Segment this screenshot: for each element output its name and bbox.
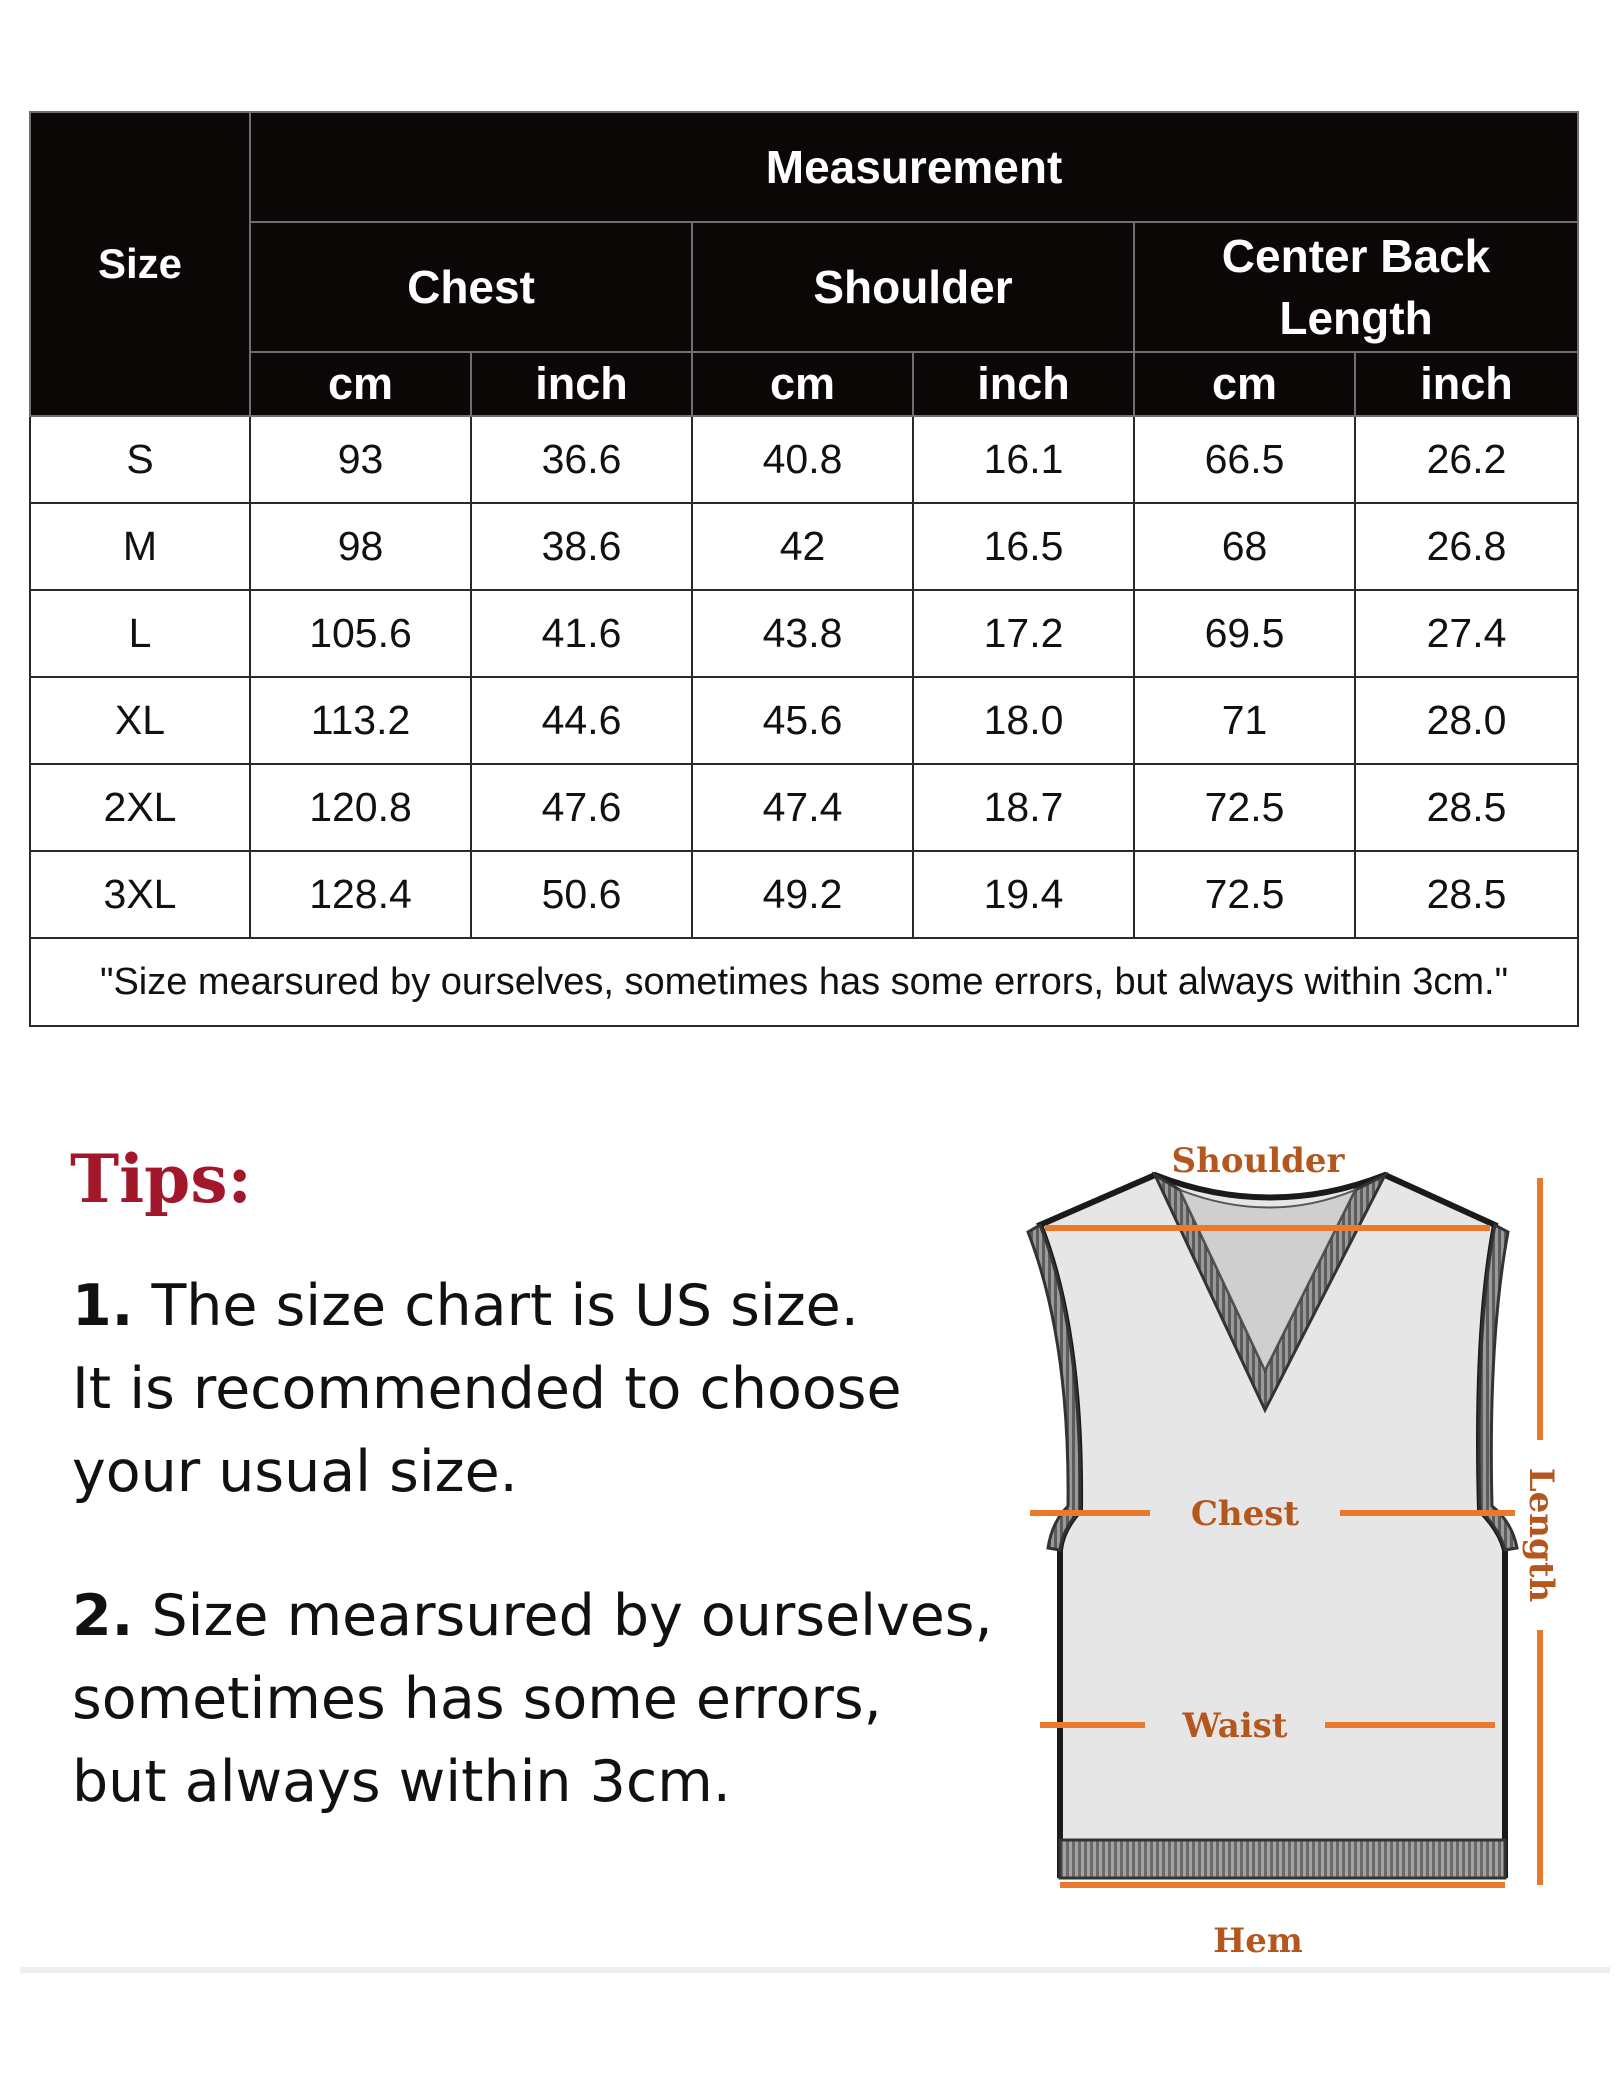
size-header: Size [30,112,250,416]
measurement-cell: 47.6 [471,764,692,851]
tip-2 [72,1575,993,1824]
measurement-cell: 40.8 [692,416,913,503]
chest-label: Chest [1190,1494,1300,1534]
measurement-cell: 72.5 [1134,851,1355,938]
tip-1-line-3: your usual size. [72,1439,518,1505]
table-row [30,503,1578,590]
measurement-cell: 38.6 [471,503,692,590]
measurement-cell: 19.4 [913,851,1134,938]
tip-1-line-2: It is recommended to choose [72,1356,902,1422]
hem-ribbing [1060,1840,1505,1878]
shoulder-inch-header: inch [913,352,1134,416]
size-chart-table [29,111,1579,1027]
tips-title: Tips: [70,1140,252,1218]
measurement-cell: 17.2 [913,590,1134,677]
shoulder-header: Shoulder [692,222,1134,352]
measurement-cell: 68 [1134,503,1355,590]
shoulder-cm-header: cm [692,352,913,416]
table-row [30,677,1578,764]
measurement-cell: 28.5 [1355,764,1578,851]
chest-cm-header: cm [250,352,471,416]
table-row [30,416,1578,503]
vest-measurement-diagram [1000,1130,1590,1980]
table-row [30,851,1578,938]
measurement-cell: 28.5 [1355,851,1578,938]
tip-1-text-1: The size chart is US size. [133,1273,859,1339]
length-inch-header: inch [1355,352,1578,416]
hem-label: Hem [1213,1921,1303,1961]
measurement-cell: 43.8 [692,590,913,677]
measurement-cell: 66.5 [1134,416,1355,503]
shoulder-label: Shoulder [1171,1141,1345,1181]
size-table-body [30,416,1578,938]
measurement-cell: 26.2 [1355,416,1578,503]
table-row [30,764,1578,851]
measurement-cell: 69.5 [1134,590,1355,677]
measurement-cell: 36.6 [471,416,692,503]
measurement-cell: 128.4 [250,851,471,938]
measurement-cell: 18.7 [913,764,1134,851]
tip-2-line-3: but always within 3cm. [72,1749,731,1815]
measurement-cell: 98 [250,503,471,590]
center-back-length-header [1134,222,1578,352]
measurement-header: Measurement [250,112,1578,222]
length-cm-header: cm [1134,352,1355,416]
center-back-length-label: Center Back Length [1221,230,1491,344]
size-cell: 3XL [30,851,250,938]
measurement-cell: 18.0 [913,677,1134,764]
tip-2-line-2: sometimes has some errors, [72,1666,882,1732]
size-cell: 2XL [30,764,250,851]
tip-2-line-1 [72,1575,993,1658]
measurement-cell: 113.2 [250,677,471,764]
size-cell: XL [30,677,250,764]
measurement-cell: 47.4 [692,764,913,851]
length-label: Length [1521,1467,1561,1603]
chest-inch-header: inch [471,352,692,416]
measurement-cell: 49.2 [692,851,913,938]
tip-2-number: 2. [72,1583,134,1649]
measurement-cell: 16.1 [913,416,1134,503]
measurement-cell: 105.6 [250,590,471,677]
measurement-cell: 120.8 [250,764,471,851]
chest-header: Chest [250,222,692,352]
size-cell: S [30,416,250,503]
tip-1-line-1 [72,1265,902,1348]
table-row [30,590,1578,677]
waist-label: Waist [1182,1706,1288,1746]
bottom-divider [20,1967,1610,1973]
tip-1-number: 1. [72,1273,134,1339]
measurement-cell: 72.5 [1134,764,1355,851]
measurement-cell: 27.4 [1355,590,1578,677]
size-cell: L [30,590,250,677]
size-note: "Size mearsured by ourselves, sometimes has some errors, but always within 3cm." [30,938,1578,1026]
measurement-cell: 71 [1134,677,1355,764]
measurement-cell: 45.6 [692,677,913,764]
measurement-cell: 50.6 [471,851,692,938]
tip-2-text-1: Size mearsured by ourselves, [133,1583,993,1649]
measurement-cell: 93 [250,416,471,503]
measurement-cell: 28.0 [1355,677,1578,764]
measurement-cell: 42 [692,503,913,590]
tip-1 [72,1265,902,1514]
measurement-cell: 41.6 [471,590,692,677]
size-cell: M [30,503,250,590]
measurement-cell: 44.6 [471,677,692,764]
measurement-cell: 26.8 [1355,503,1578,590]
measurement-cell: 16.5 [913,503,1134,590]
